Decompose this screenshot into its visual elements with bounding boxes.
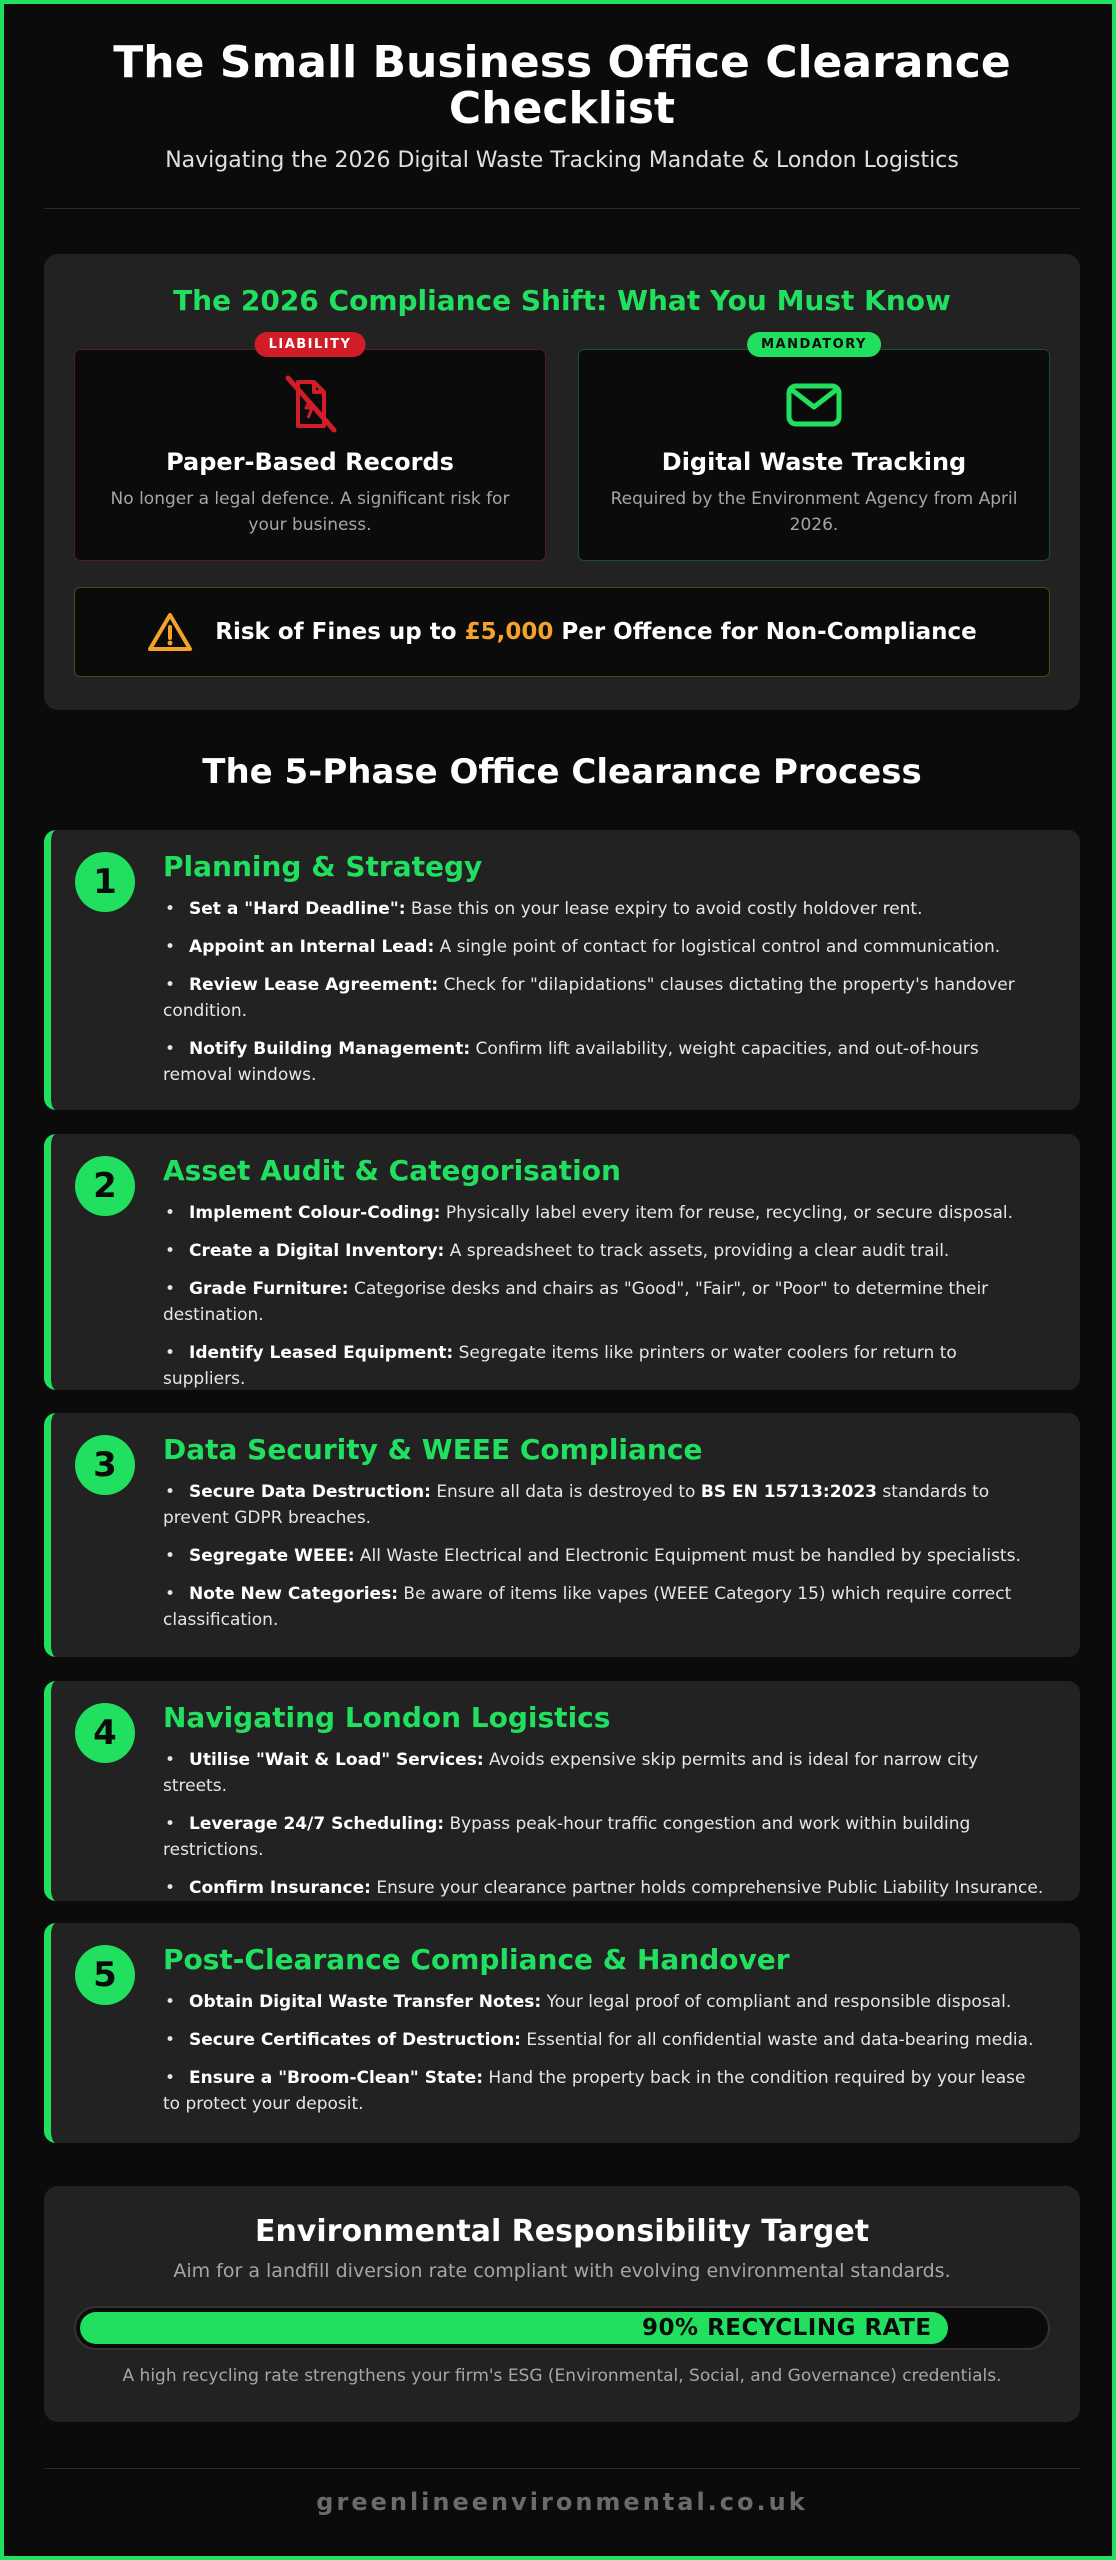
item-text: Segregate items like printers or water coolers for return to suppliers.: [163, 1343, 957, 1389]
list-item: • Ensure a "Broom-Clean" State: Hand the property back in the condition required by your lease to protect your deposit.: [163, 2068, 1026, 2114]
digital-tracking-description: Required by the Environment Agency from April 2026.: [610, 489, 1018, 535]
phase-card-3: [44, 1413, 1080, 1657]
item-text: Base this on your lease expiry to avoid costly holdover rent.: [410, 899, 923, 919]
item-label: Identify Leased Equipment:: [189, 1343, 454, 1363]
mandatory-badge: MANDATORY: [747, 332, 881, 357]
item-label: Utilise "Wait & Load" Services:: [189, 1750, 484, 1770]
list-item: • Secure Certificates of Destruction: Essential for all confidential waste and data-bearing media.: [165, 2030, 1034, 2050]
recycling-progress-fill: [80, 2312, 948, 2344]
paper-records-description: No longer a legal defence. A significant risk for your business.: [110, 489, 510, 535]
item-label: Grade Furniture:: [189, 1279, 349, 1299]
phase-number: 2: [75, 1156, 135, 1216]
item-text: Be aware of items like vapes (WEEE Category 15) which require correct classification.: [163, 1584, 1012, 1630]
recycling-progress-bar: [74, 2306, 1050, 2350]
list-item: • Utilise "Wait & Load" Services: Avoids expensive skip permits and is ideal for narrow city streets.: [163, 1750, 979, 1796]
header: [44, 37, 1080, 173]
fines-warning-text: [215, 619, 976, 645]
paper-records-card: [74, 337, 546, 561]
digital-tracking-card: [578, 337, 1050, 561]
liability-badge: LIABILITY: [255, 332, 366, 357]
item-label: Secure Data Destruction:: [189, 1482, 431, 1502]
footer-website: greenlineenvironmental.co.uk: [316, 2488, 808, 2516]
phase-checklist: [163, 1479, 1044, 1645]
fines-warning: [74, 587, 1050, 677]
item-text: Hand the property back in the condition required by your lease to protect your deposit.: [163, 2068, 1026, 2114]
list-item: • Implement Colour-Coding: Physically label every item for reuse, recycling, or secure disposal.: [165, 1203, 1014, 1223]
phase-number: 4: [75, 1703, 135, 1763]
list-item: • Leverage 24/7 Scheduling: Bypass peak-hour traffic congestion and work within building restrictions.: [163, 1814, 971, 1860]
item-label: Create a Digital Inventory:: [189, 1241, 445, 1261]
phase-checklist: [163, 1989, 1044, 2129]
list-item: • Identify Leased Equipment: Segregate items like printers or water coolers for return to suppliers.: [163, 1343, 957, 1389]
compliance-panel: [44, 254, 1080, 710]
item-label: Appoint an Internal Lead:: [189, 937, 435, 957]
item-text: Your legal proof of compliant and responsible disposal.: [546, 1992, 1012, 2012]
item-text: Categorise desks and chairs as "Good", "Fair", or "Poor" to determine their destination.: [163, 1279, 989, 1325]
item-label: Review Lease Agreement:: [189, 975, 439, 995]
phase-number: 1: [75, 852, 135, 912]
item-text: Essential for all confidential waste and data-bearing media.: [526, 2030, 1034, 2050]
envelope-icon: [784, 374, 844, 434]
fines-amount: £5,000: [464, 619, 554, 645]
phase-title: Planning & Strategy: [163, 850, 483, 883]
item-text: Confirm lift availability, weight capacities, and out-of-hours removal windows.: [163, 1039, 979, 1085]
item-label: Confirm Insurance:: [189, 1878, 371, 1898]
page-subtitle: Navigating the 2026 Digital Waste Tracking Mandate & London Logistics: [165, 148, 959, 173]
paper-records-title: Paper-Based Records: [166, 448, 454, 476]
environment-subtitle: Aim for a landfill diversion rate compliant with evolving environmental standards.: [173, 2260, 951, 2282]
fines-suffix: Per Offence for Non-Compliance: [561, 619, 977, 645]
list-item: • Obtain Digital Waste Transfer Notes: Your legal proof of compliant and responsible disposal.: [165, 1992, 1012, 2012]
list-item: • Create a Digital Inventory: A spreadsheet to track assets, providing a clear audit trail.: [165, 1241, 950, 1261]
phase-checklist: [163, 1747, 1044, 1913]
item-text: Bypass peak-hour traffic congestion and work within building restrictions.: [163, 1814, 971, 1860]
item-label: Obtain Digital Waste Transfer Notes:: [189, 1992, 542, 2012]
item-text: standards to prevent GDPR breaches.: [163, 1482, 990, 1528]
item-label: Ensure a "Broom-Clean" State:: [189, 2068, 483, 2088]
item-label: Set a "Hard Deadline":: [189, 899, 406, 919]
phase-title: Post-Clearance Compliance & Handover: [163, 1943, 790, 1976]
item-text: Avoids expensive skip permits and is ideal for narrow city streets.: [163, 1750, 979, 1796]
item-text: A spreadsheet to track assets, providing a clear audit trail.: [449, 1241, 950, 1261]
list-item: • Grade Furniture: Categorise desks and chairs as "Good", "Fair", or "Poor" to determine their destination.: [163, 1279, 989, 1325]
item-label: Leverage 24/7 Scheduling:: [189, 1814, 445, 1834]
item-text: A single point of contact for logistical control and communication.: [439, 937, 1001, 957]
environment-title: Environmental Responsibility Target: [254, 2214, 870, 2249]
environment-panel: [44, 2186, 1080, 2422]
list-item: • Segregate WEEE: All Waste Electrical and Electronic Equipment must be handled by specialists.: [165, 1546, 1021, 1566]
phase-title: Asset Audit & Categorisation: [163, 1154, 621, 1187]
phase-card-4: [44, 1681, 1080, 1901]
item-label: Notify Building Management:: [189, 1039, 471, 1059]
phase-title: Data Security & WEEE Compliance: [163, 1433, 703, 1466]
phase-checklist: [163, 1200, 1044, 1404]
phase-title: Navigating London Logistics: [163, 1701, 611, 1734]
list-item: • Review Lease Agreement: Check for "dilapidations" clauses dictating the property's handover condition.: [163, 975, 1015, 1021]
standard-reference: BS EN 15713:2023: [700, 1482, 878, 1502]
digital-tracking-title: Digital Waste Tracking: [661, 448, 967, 476]
list-item: • Note New Categories: Be aware of items like vapes (WEEE Category 15) which require correct classification.: [163, 1584, 1012, 1630]
item-label: Implement Colour-Coding:: [189, 1203, 441, 1223]
item-text: Check for "dilapidations" clauses dictating the property's handover condition.: [163, 975, 1015, 1021]
compliance-heading: The 2026 Compliance Shift: What You Must Know: [173, 284, 951, 317]
item-label: Secure Certificates of Destruction:: [189, 2030, 521, 2050]
item-text: All Waste Electrical and Electronic Equipment must be handled by specialists.: [359, 1546, 1021, 1566]
list-item: • Notify Building Management: Confirm lift availability, weight capacities, and out-of-hours removal windows.: [163, 1039, 979, 1085]
list-item: • Confirm Insurance: Ensure your clearance partner holds comprehensive Public Liability Insurance.: [165, 1878, 1044, 1898]
item-text: Ensure your clearance partner holds comprehensive Public Liability Insurance.: [376, 1878, 1044, 1898]
recycling-progress-label: 90% RECYCLING RATE: [642, 2315, 932, 2341]
crossed-out-document-icon: [280, 374, 340, 434]
phase-number: 3: [75, 1435, 135, 1495]
warning-triangle-icon: [147, 611, 193, 653]
page-title: The Small Business Office Clearance Checklist: [113, 37, 1011, 134]
list-item: • Secure Data Destruction: Ensure all data is destroyed to BS EN 15713:2023 standards to prevent GDPR breaches.: [163, 1482, 990, 1528]
item-text: Ensure all data is destroyed to: [436, 1482, 696, 1502]
environment-note: A high recycling rate strengthens your firm's ESG (Environmental, Social, and Governance) credentials.: [122, 2366, 1002, 2386]
list-item: • Set a "Hard Deadline": Base this on your lease expiry to avoid costly holdover rent.: [165, 899, 923, 919]
process-title: The 5-Phase Office Clearance Process: [202, 752, 922, 792]
item-label: Segregate WEEE:: [189, 1546, 355, 1566]
list-item: • Appoint an Internal Lead: A single point of contact for logistical control and communication.: [165, 937, 1001, 957]
item-label: Note New Categories:: [189, 1584, 399, 1604]
fines-prefix: Risk of Fines up to: [215, 619, 457, 645]
phase-card-5: [44, 1923, 1080, 2143]
phase-card-2: [44, 1134, 1080, 1390]
footer-divider: [44, 2468, 1080, 2469]
phase-number: 5: [75, 1945, 135, 2005]
item-text: Physically label every item for reuse, recycling, or secure disposal.: [445, 1203, 1014, 1223]
header-divider: [44, 208, 1080, 209]
phase-card-1: [44, 830, 1080, 1110]
phase-checklist: [163, 896, 1044, 1100]
